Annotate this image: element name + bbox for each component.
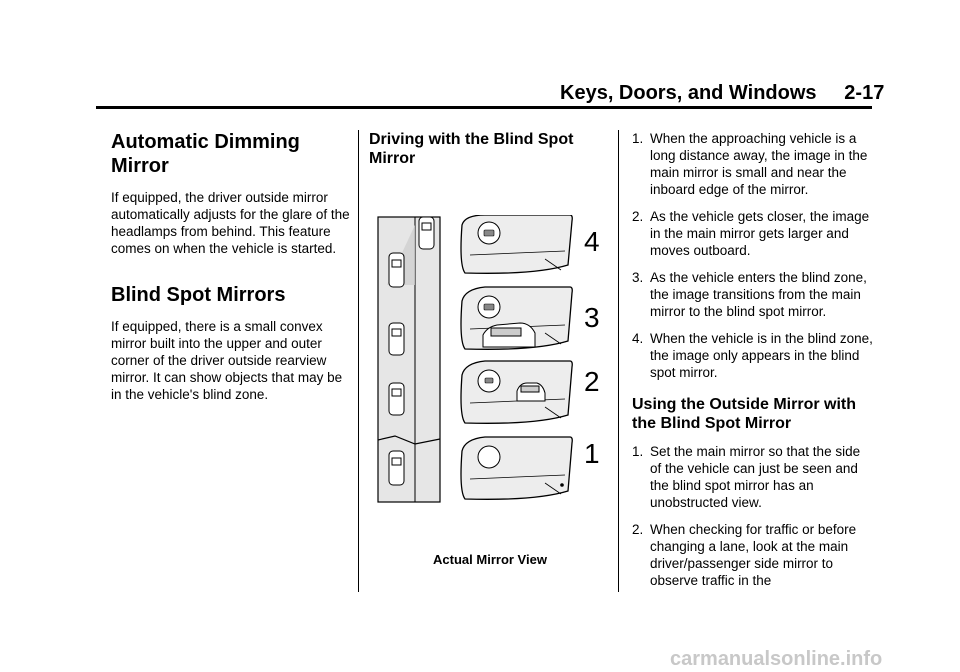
page-header-title: Keys, Doors, and Windows 2-17 <box>560 82 885 104</box>
column-middle <box>369 130 609 168</box>
steps-list-1 <box>632 130 874 381</box>
list-item: 2. When checking for traffic or before changing a lane, look at the main driver/passenger side mirror to observe traffic in the <box>632 522 857 588</box>
header-rule <box>96 106 872 109</box>
list-item: 3. As the vehicle enters the blind zone, the image transitions from the main mirror to the blind spot mirror. <box>632 270 867 319</box>
watermark: carmanualsonline.info <box>670 648 883 670</box>
heading-automatic-dimming-mirror: Automatic Dimming Mirror <box>111 131 300 177</box>
paragraph-blind-spot: If equipped, there is a small convex mirror built into the upper and outer corner of the driver outside rearview mirror. It can show objects that may be in the vehicle's blind zone. <box>111 319 343 402</box>
list-item: 2. As the vehicle gets closer, the image in the main mirror gets larger and moves outboard. <box>632 209 870 258</box>
heading-using-outside-mirror: Using the Outside Mirror with the Blind Spot Mirror <box>632 396 857 432</box>
column-left <box>111 130 351 403</box>
figure-number-1: 1 <box>584 438 600 469</box>
figure-caption: Actual Mirror View <box>433 552 547 567</box>
list-item: 1. Set the main mirror so that the side of the vehicle can just be seen and the blind spot mirror has an unobstructed view. <box>632 444 861 510</box>
column-right <box>632 130 874 599</box>
figure-number-3: 3 <box>584 302 600 333</box>
figure-number-4: 4 <box>584 226 600 257</box>
heading-blind-spot-mirrors: Blind Spot Mirrors <box>111 284 286 306</box>
blind-spot-mirror-illustration <box>375 215 605 505</box>
column-divider-1 <box>358 130 359 592</box>
list-item: 1. When the approaching vehicle is a long distance away, the image in the main mirror is small and near the inboard edge of the mirror. <box>632 131 868 197</box>
paragraph-automatic-dimming: If equipped, the driver outside mirror automatically adjusts for the glare of the headlamps from behind. This feature comes on when the vehicle is started. <box>111 190 350 256</box>
list-item: 4. When the vehicle is in the blind zone, the image only appears in the blind spot mirror. <box>632 331 873 380</box>
heading-driving-with-blind-spot: Driving with the Blind Spot Mirror <box>369 131 574 167</box>
figure-number-2: 2 <box>584 366 600 397</box>
steps-list-2 <box>632 443 874 589</box>
column-divider-2 <box>618 130 619 592</box>
